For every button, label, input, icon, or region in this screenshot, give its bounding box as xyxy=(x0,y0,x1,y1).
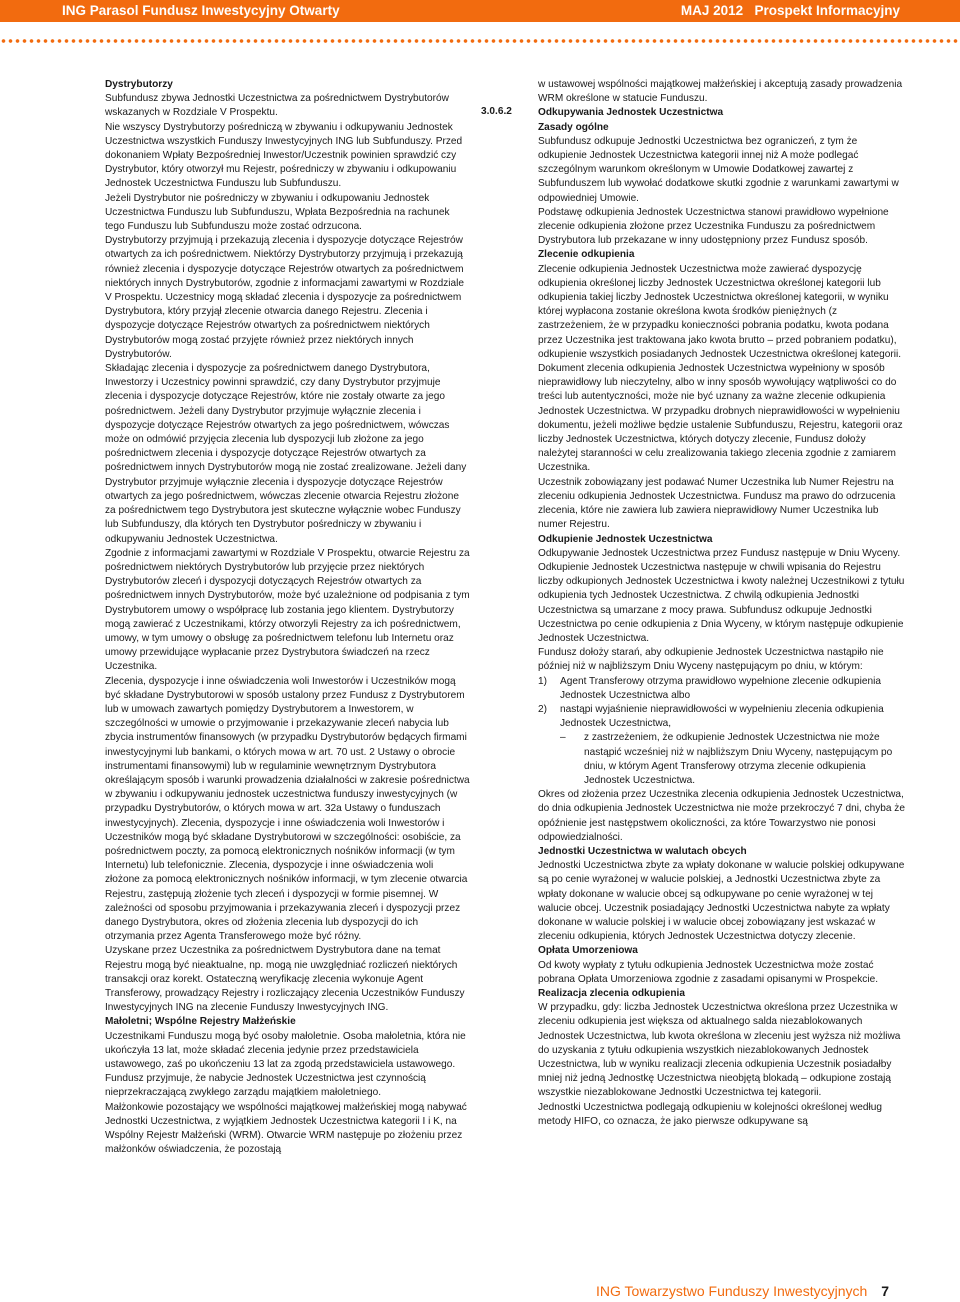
list-item xyxy=(538,675,906,703)
paragraph: Subfundusz odkupuje Jednostki Uczestnictwa bez ograniczeń, z tym że odkupienie Jednostek Uczestnictwa kategorii innej niż A może podlegać szczególnym warunkom określonym w Umowie Dodatkowej zawartej z Subfunduszem lub wywołać dodatkowe skutki zgodnie z warunkami zawartymi w odpowiedniej Umowie. xyxy=(538,135,899,204)
heading-realizacja: Realizacja zlecenia odkupienia xyxy=(538,988,685,999)
paragraph: Okres od złożenia przez Uczestnika zlecenia odkupienia Jednostek Uczestnictwa, do dnia odkupienia Jednostek Uczestnictwa nie może przekroczyć 7 dni, chyba że opóźnienie jest następstwem okoliczności, za które Towarzystwo nie ponosi odpowiedzialności. xyxy=(538,789,905,843)
heading-zasady: Zasady ogólne xyxy=(538,121,609,133)
paragraph: Dokument zlecenia odkupienia Jednostek Uczestnictwa wypełniony w sposób nieprawidłowy lub nieczytelny, albo w inny sposób wywołujący wątpliwości co do treści lub autentyczności, może nie być uznany za ważne zlecenie odkupienia Jednostek Uczestnictwa. W przypadku drobnych nieprawidłowości w wypełnieniu dokumentu, jeżeli możliwe będzie ustalenie Subfunduszu, Rejestru, kategorii oraz liczby Jednostek Uczestnictwa, których dotyczy zlecenie, Fundusz dołoży należytej staranności w celu zrealizowania takiego zlecenia zgodnie z zamiarem Uczestnika. xyxy=(538,363,903,474)
paragraph: Zgodnie z informacjami zawartymi w Rozdziale V Prospektu, otwarcie Rejestru za pośrednictwem niektórych Dystrybutorów lub przyjęcie przez niektórych Dystrybutorów zleceń i dyspozycji dotyczących Rejestrów otwartych za pośrednictwem innych Dystrybutorów, może być uzależnione od podpisania z tym Dystrybutorem umowy o współpracę lub zostania jego klientem. Dystrybutorzy mogą zawierać z Uczestnikami, którzy otworzyli Rejestry za ich pośrednictwem, umowy, w tym umowy o obsługę za pośrednictwem telefonu lub Internetu oraz umowy przewidujące wypłacanie przez Dystrybutora świadczeń na rzecz Uczestnika. xyxy=(105,547,470,673)
heading-odkupienie: Odkupienie Jednostek Uczestnictwa xyxy=(538,533,713,545)
dash-mark: – xyxy=(560,732,566,744)
section-title: Odkupywania Jednostek Uczestnictwa xyxy=(538,107,724,119)
heading-maloletni: Małoletni; Wspólne Rejestry Małżeńskie xyxy=(105,1016,296,1028)
paragraph: Dystrybutorzy przyjmują i przekazują zlecenia i dyspozycje dotyczące Rejestrów otwartych za ich pośrednictwem. Niektórzy Dystrybutorzy przyjmują i przekazują również zlecenia i dyspozycje dotyczące Rejestrów otwartych za pośrednictwem niektórych innych Dystrybutorów, zgodnie z informacjami zawartymi w Rozdziale V Prospektu. Uczestnicy mogą składać zlecenia i dyspozycje za pośrednictwem Dystrybutora, który przyjął zlecenie otwarcia danego Rejestru. Zlecenia i dyspozycje dotyczące Rejestrów otwartych za pośrednictwem niektórych Dystrybutorów mogą zostać przyjęte również przez niektórych innych Dystrybutorów. xyxy=(105,235,465,360)
list-item xyxy=(538,703,906,731)
list-text: nastąpi wyjaśnienie nieprawidłowości w wypełnieniu zlecenia odkupienia Jednostek Uczestnictwa, xyxy=(560,703,884,730)
dash-text: z zastrzeżeniem, że odkupienie Jednostek Uczestnictwa nie może nastąpić wcześniej niż w najbliższym Dniu Wyceny, następującym po dniu, w którym Agent Transferowy otrzyma zlecenie odkupienia Jednostek Uczestnictwa. xyxy=(584,732,893,786)
header-date-doc xyxy=(681,3,900,18)
left-column xyxy=(105,78,470,1157)
paragraph: Podstawę odkupienia Jednostek Uczestnictwa stanowi prawidłowo wypełnione zlecenie odkupienia złożone przez Uczestnika Funduszu za pośrednictwem Dystrybutora lub przekazane w inny udostępniony przez Fundusz sposób. xyxy=(538,206,889,247)
paragraph: Uczestnik zobowiązany jest podawać Numer Uczestnika lub Numer Rejestru na zleceniu odkupienia Jednostek Uczestnictwa. Fundusz ma prawo do odrzucenia zlecenia, które nie zawiera lub zawiera nieprawidłowy Numer Uczestnika lub numer Rejestru. xyxy=(538,476,896,531)
list-number: 1) xyxy=(538,675,547,687)
paragraph: Jeżeli Dystrybutor nie pośredniczy w zbywaniu i odkupowaniu Jednostek Uczestnictwa Funduszu lub Subfunduszu, Wpłata Bezpośrednia na rachunek tego Funduszu lub Subfunduszu może zostać odrzucona. xyxy=(105,192,450,233)
paragraph: w ustawowej wspólności majątkowej małżeńskiej i akceptują zasady prowadzenia WRM określone w statucie Funduszu. xyxy=(538,79,903,105)
fund-title: ING Parasol Fundusz Inwestycyjny Otwarty xyxy=(62,3,340,18)
list-number: 2) xyxy=(538,703,547,715)
heading-waluta: Jednostki Uczestnictwa w walutach obcych xyxy=(538,845,747,857)
footer-company: ING Towarzystwo Funduszy Inwestycyjnych xyxy=(596,1283,868,1299)
page-number: 7 xyxy=(881,1283,890,1299)
paragraph: Subfundusz zbywa Jednostki Uczestnictwa za pośrednictwem Dystrybutorów wskazanych w Rozdziale V Prospektu. xyxy=(105,93,449,119)
section-number: 3.0.6.2 xyxy=(481,106,512,117)
paragraph: Składając zlecenia i dyspozycje za pośrednictwem danego Dystrybutora, Inwestorzy i Uczestnicy powinni sprawdzić, czy dany Dystrybutor przyjmuje zlecenia i dyspozycje dotyczące Rejestrów, które nie zostały otwarte za jego pośrednictwem. Jeżeli dany Dystrybutor przyjmuje wyłącznie zlecenia i dyspozycje dotyczące Rejestrów otwartych za jego pośrednictwem, wówczas może on odmówić przyjęcia zlecenia lub dyspozycji lub złożone za jego pośrednictwem zlecenia i dyspozycje dotyczące Rejestrów otwartych za pośrednictwem innych Dystrybutorów mogą nie zostać zrealizowane. Jeżeli dany Dystrybutor przyjmuje wyłącznie zlecenia i dyspozycje dotyczące Rejestrów otwartych za jego pośrednictwem, wówczas zlecenie otwarcia Rejestru złożone za pośrednictwem tego Dystrybutora jest skuteczne wyłącznie wobec Funduszy lub Subfunduszy, dla których ten Dystrybutor pośredniczy w zbywaniu i odkupywaniu Jednostek Uczestnictwa. xyxy=(105,363,467,545)
paragraph: Uczestnikami Funduszu mogą być osoby małoletnie. Osoba małoletnia, która nie ukończyła 13 lat, może składać zlecenia jedynie przez przedstawiciela ustawowego, zaś po ukończeniu 13 lat za zgodą przedstawiciela ustawowego. Fundusz przyjmuje, że nabycie Jednostek Uczestnictwa jest czynnością nieprzekraczającą zwykłego zarządu majątkiem małoletniego. xyxy=(105,1030,466,1099)
heading-zlecenie: Zlecenie odkupienia xyxy=(538,249,635,261)
paragraph: Zlecenie odkupienia Jednostek Uczestnictwa może zawierać dyspozycję odkupienia określonej liczby Jednostek Uczestnictwa określonej kategorii lub odkupienia takiej liczby Jednostek Uczestnictwa określonej kategorii, w wyniku której wypłacona zostanie określona kwota środków pieniężnych (z zastrzeżeniem, że w przypadku konieczności pobrania podatku, kwota podana przez Uczestnika jest traktowana jako kwota brutto – przed pobraniem podatku), odkupienie wszystkich posiadanych Jednostek Uczestnictwa określonej kategorii. xyxy=(538,263,902,360)
paragraph: Odkupywanie Jednostek Uczestnictwa przez Fundusz następuje w Dniu Wyceny. Odkupienie Jednostek Uczestnictwa następuje w chwili wpisania do Rejestru liczby odkupionych Jednostek Uczestnictwa i kwoty należnej Uczestnikowi z tytułu odkupienia tych Jednostek Uczestnictwa. Z chwilą odkupienia Jednostki Uczestnictwa są umarzane z mocy prawa. Subfundusz odkupuje Jednostki Uczestnictwa po cenie odkupienia z Dnia Wyceny, w którym następuje odkupienie Jednostek Uczestnictwa. xyxy=(538,547,905,644)
dash-item xyxy=(538,731,906,788)
header-doc: Prospekt Informacyjny xyxy=(754,3,900,18)
page-footer xyxy=(596,1283,889,1299)
paragraph: Jednostki Uczestnictwa podlegają odkupieniu w kolejności określonej według metody HIFO, co oznacza, że jako pierwsze odkupywane są xyxy=(538,1101,882,1127)
paragraph: Jednostki Uczestnictwa zbyte za wpłaty dokonane w walucie polskiej odkupywane są po cenie wyrażonej w walucie polskiej, a Jednostki Uczestnictwa zbyte za wpłaty dokonane w walucie obcej są odkupywane po cenie wyrażonej w tej walucie obcej. Uczestnik posiadający Jednostki Uczestnictwa nabyte za wpłaty dokonane w walucie polskiej i w walucie obcej zobowiązany jest wskazać w zleceniu odkupienia, których Jednostek Uczestnictwa dotyczy zlecenie. xyxy=(538,860,905,943)
heading-oplata: Opłata Umorzeniowa xyxy=(538,945,638,957)
paragraph: Fundusz dołoży starań, aby odkupienie Jednostek Uczestnictwa nastąpiło nie później niż w najbliższym Dniu Wyceny następującym po dniu, w którym: xyxy=(538,647,884,673)
right-column xyxy=(538,78,906,1129)
list-text: Agent Transferowy otrzyma prawidłowo wypełnione zlecenie odkupienia Jednostek Uczestnictwa albo xyxy=(560,675,881,701)
heading-dystrybutorzy: Dystrybutorzy xyxy=(105,79,173,90)
paragraph: Nie wszyscy Dystrybutorzy pośredniczą w zbywaniu i odkupywaniu Jednostek Uczestnictwa wszystkich Funduszy Inwestycyjnych ING lub Subfunduszy. Przed dokonaniem Wpłaty Bezpośredniej Inwestor/Uczestnik powinien sprawdzić czy Dystrybutor, który otworzył mu Rejestr, pośredniczy w zbywaniu i odkupowaniu Jednostek Uczestnictwa Funduszu lub Subfunduszu. xyxy=(105,121,463,190)
header-date: MAJ 2012 xyxy=(680,3,744,18)
paragraph: Zlecenia, dyspozycje i inne oświadczenia woli Inwestorów i Uczestników mogą być składane Dystrybutorowi w sposób ustalony przez Fundusz z Dystrybutorem lub w umowach zawartych pomiędzy Dystrybutorem a Inwestorem, w szczególności w umowie o przyjmowanie i przekazywanie zleceń nabycia lub zbycia instrumentów finansowych (w przypadku Dystrybutorów będących firmami inwestycyjnymi lub bankami, o których mowa w art. 70 ust. 2 Ustawy o obrocie instrumentami finansowymi) lub w regulaminie wewnętrznym Dystrybutora określającym sposób i warunki prowadzenia działalności w zakresie pośrednictwa w zbywaniu i odkupywaniu jednostek uczestnictwa funduszy inwestycyjnych (w przypadku Dystrybutorów, o których mowa w art. 32a Ustawy o funduszach inwestycyjnych). Zlecenia, dyspozycje i inne oświadczenia woli Inwestorów i Uczestników mogą być składane Dystrybutorowi w szczególności: osobiście, za pośrednictwem poczty, za pomocą elektronicznych nośników informacji (w tym Internetu) lub telefonicznie. Zlecenia, dyspozycje i inne oświadczenia woli złożone za pomocą elektronicznych nośników informacji, w tym zlecenie otwarcia Rejestru, zastępują złożenie tych zleceń i dyspozycji w formie pisemnej. W zależności od sposobu przyjmowania i przekazywania zleceń i dyspozycji przez danego Dystrybutora, okres od złożenia zlecenia lub dyspozycji do ich otrzymania przez Agenta Transferowego może być różny. xyxy=(105,675,470,943)
paragraph: Od kwoty wypłaty z tytułu odkupienia Jednostek Uczestnictwa może zostać pobrana Opłata Umorzeniowa zgodnie z zasadami opisanymi w Prospekcie. xyxy=(538,959,878,985)
page-header xyxy=(0,0,960,22)
paragraph: Małżonkowie pozostający we wspólności majątkowej małżeńskiej mogą nabywać Jednostki Uczestnictwa, z wyjątkiem Jednostek Uczestnictwa kategorii I i K, na Wspólny Rejestr Małżeński (WRM). Otwarcie WRM następuje po złożeniu przez małżonków oświadczenia, że pozostają xyxy=(105,1101,467,1156)
dotted-divider xyxy=(0,38,960,44)
paragraph: W przypadku, gdy: liczba Jednostek Uczestnictwa określona przez Uczestnika w zleceniu odkupienia jest większa od aktualnego salda niezablokowanych Jednostek Uczestnictwa, lub kwota określona w zleceniu jest wyższa niż możliwa do uzyskania z tytułu odkupienia wszystkich niezablokowanych Jednostek Uczestnictwa, lub w wyniku realizacji zlecenia odkupienia Uczestnik posiadałby mniej niż jedną Jednostkę Uczestnictwa nieobjętą blokadą – odkupione zostają wszystkie niezablokowane Jednostki Uczestnictwa tej kategorii. xyxy=(538,1002,901,1099)
paragraph: Uzyskane przez Uczestnika za pośrednictwem Dystrybutora dane na temat Rejestru mogą być nieaktualne, np. mogą nie uwzględniać rozliczeń niektórych transakcji oraz korekt. Ostateczną weryfikację zlecenia wykonuje Agent Transferowy, prowadzący Rejestry i rozliczający zlecenia Uczestników Funduszy Inwestycyjnych ING na zlecenie Funduszy Inwestycyjnych ING. xyxy=(105,945,465,1014)
